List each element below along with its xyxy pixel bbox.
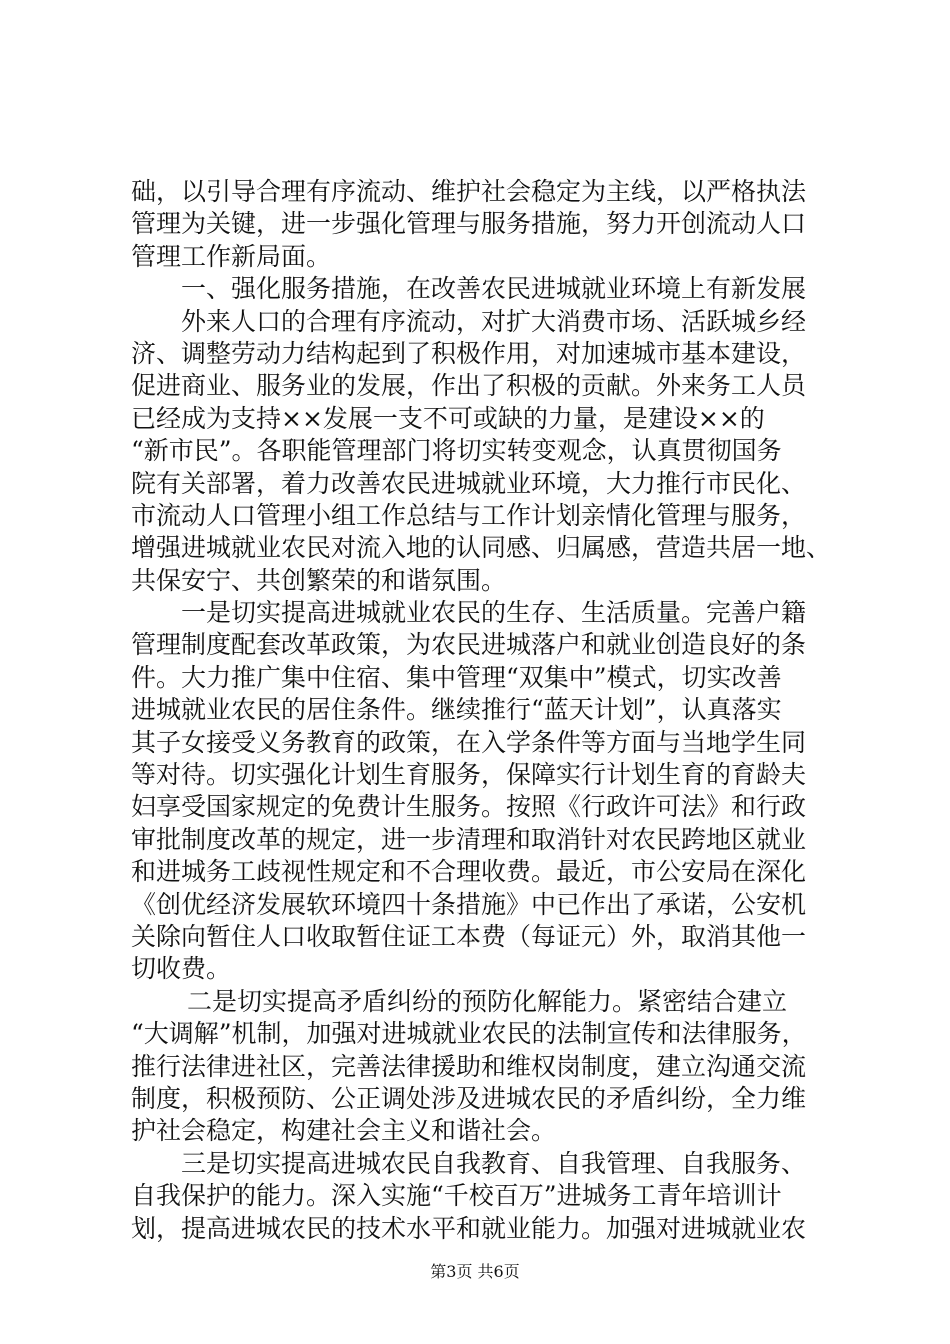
text-line: 管理为关键，进一步强化管理与服务措施，努力开创流动人口 — [131, 209, 807, 239]
text-line: “大调解”机制，加强对进城就业农民的法制宣传和法律服务， — [131, 1019, 807, 1049]
text-line: 推行法律进社区，完善法律援助和维权岗制度，建立沟通交流 — [131, 1051, 807, 1081]
text-line: 三是切实提高进城农民自我教育、自我管理、自我服务、 — [181, 1148, 807, 1178]
text-line: 《创优经济发展软环境四十条措施》中已作出了承诺，公安机 — [131, 889, 807, 919]
text-line: “新市民”。各职能管理部门将切实转变观念，认真贯彻国务 — [131, 436, 782, 466]
text-line: 划，提高进城农民的技术水平和就业能力。加强对进城就业农 — [131, 1213, 807, 1243]
text-line: 其子女接受义务教育的政策，在入学条件等方面与当地学生同 — [131, 727, 807, 757]
page-footer: 第3页 共6页 — [430, 1262, 520, 1281]
text-line: 二是切实提高矛盾纠纷的预防化解能力。紧密结合建立 — [187, 986, 788, 1016]
text-line: 关除向暂住人口收取暂住证工本费（每证元）外，取消其他一 — [131, 921, 807, 951]
text-line: 制度，积极预防、公正调处涉及进城农民的矛盾纠纷，全力维 — [131, 1083, 807, 1113]
text-line: 和进城务工歧视性规定和不合理收费。最近，市公安局在深化 — [131, 857, 807, 887]
text-line: 管理制度配套改革政策，为农民进城落户和就业创造良好的条 — [131, 630, 807, 660]
text-line: 增强进城就业农民对流入地的认同感、归属感，营造共居一地、 — [131, 533, 832, 563]
text-line: 进城就业农民的居住条件。继续推行“蓝天计划”，认真落实 — [131, 695, 782, 725]
text-line: 等对待。切实强化计划生育服务，保障实行计划生育的育龄夫 — [131, 760, 807, 790]
text-line: 管理工作新局面。 — [131, 241, 332, 271]
text-line: 已经成为支持××发展一支不可或缺的力量，是建设××的 — [131, 403, 765, 433]
text-line: 护社会稳定，构建社会主义和谐社会。 — [131, 1116, 557, 1146]
text-line: 审批制度改革的规定，进一步清理和取消针对农民跨地区就业 — [131, 824, 807, 854]
text-line: 济、调整劳动力结构起到了积极作用，对加速城市基本建设， — [131, 338, 807, 368]
text-line: 院有关部署，着力改善农民进城就业环境，大力推行市民化、 — [131, 468, 807, 498]
text-line: 促进商业、服务业的发展，作出了积极的贡献。外来务工人员 — [131, 371, 807, 401]
text-line: 一是切实提高进城就业农民的生存、生活质量。完善户籍 — [181, 598, 807, 628]
text-line: 切收费。 — [131, 954, 232, 984]
text-line: 市流动人口管理小组工作总结与工作计划亲情化管理与服务， — [131, 500, 807, 530]
text-line: 妇享受国家规定的免费计生服务。按照《行政许可法》和行政 — [131, 792, 807, 822]
text-line: 一、强化服务措施，在改善农民进城就业环境上有新发展 — [181, 274, 807, 304]
text-line: 件。大力推广集中住宿、集中管理“双集中”模式，切实改善 — [131, 662, 782, 692]
text-line: 础，以引导合理有序流动、维护社会稳定为主线，以严格执法 — [131, 177, 807, 206]
text-line: 外来人口的合理有序流动，对扩大消费市场、活跃城乡经 — [181, 306, 807, 336]
text-line: 自我保护的能力。深入实施“千校百万”进城务工青年培训计 — [131, 1181, 782, 1211]
text-line: 共保安宁、共创繁荣的和谐氛围。 — [131, 565, 507, 595]
document-body — [131, 176, 831, 1245]
